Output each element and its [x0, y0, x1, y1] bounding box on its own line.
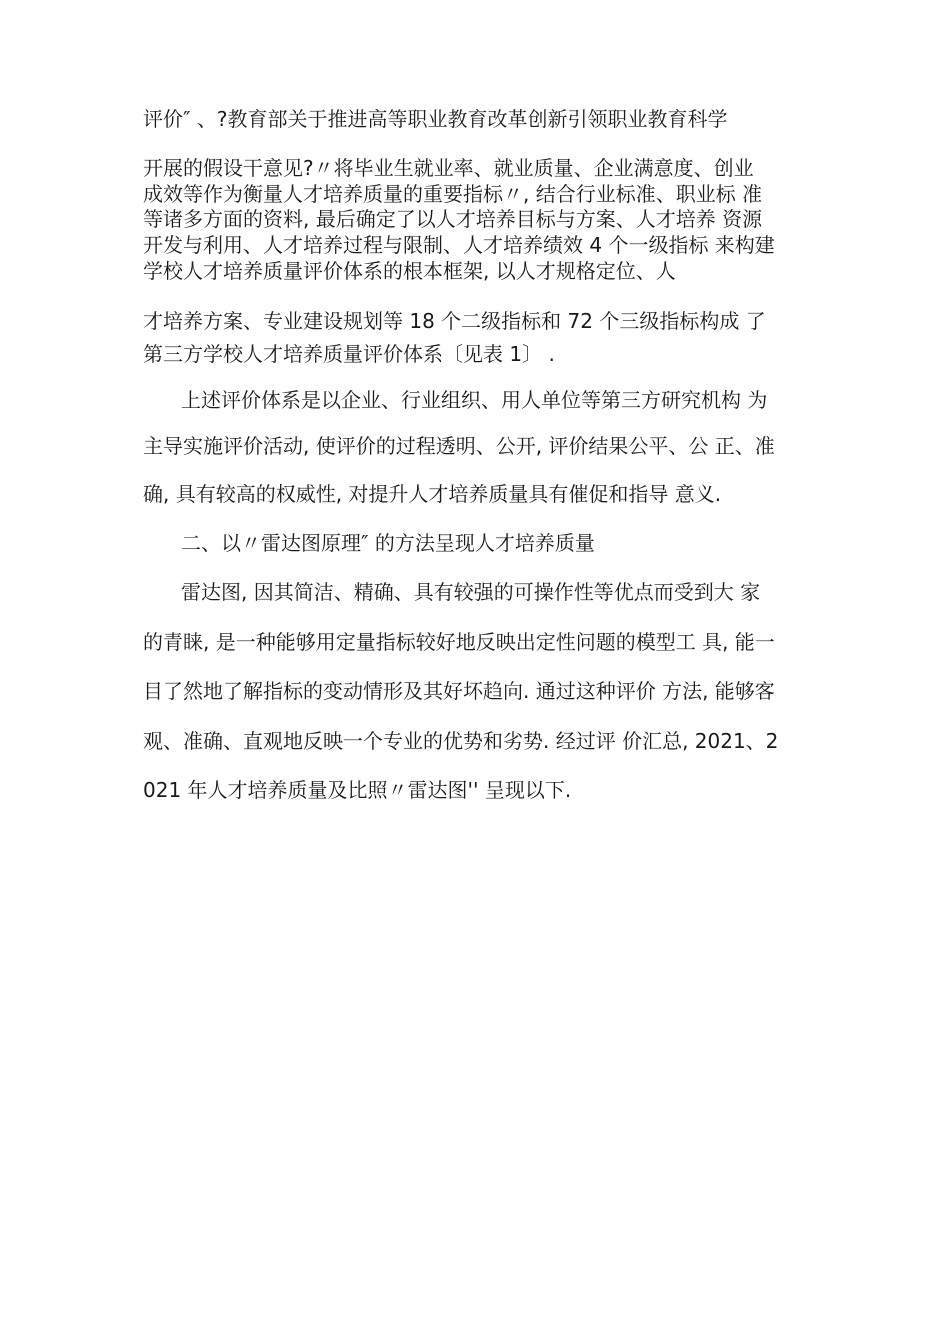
paragraph-line-2: 雷达图, 因其简洁、精确、具有较强的可操作性等优点而受到大 家 [181, 580, 761, 604]
text-line-3: 成效等作为衡量人才培养质量的重要指标〃, 结合行业标准、职业标 准 [143, 182, 763, 206]
text-line-11: 的青睐, 是一种能够用定量指标较好地反映出定性问题的模型工 具, 能一 [143, 630, 775, 654]
text-line-7: 才培养方案、专业建设规划等 18 个二级指标和 72 个三级指标构成 了 [143, 309, 766, 333]
text-line-8: 第三方学校人才培养质量评价体系〔见表 1〕 . [143, 342, 555, 366]
text-line-14: 021 年人才培养质量及比照〃雷达图'' 呈现以下. [143, 778, 572, 802]
text-line-5: 开发与利用、人才培养过程与限制、人才培养绩效 4 个一级指标 来构建 [143, 233, 775, 257]
text-line-1: 评价″ 、?教育部关于推进高等职业教育改革创新引领职业教育科学 [143, 107, 728, 131]
text-line-9: 主导实施评价活动, 使评价的过程透明、公开, 评价结果公平、公 正、准 [143, 434, 775, 458]
text-line-10: 确, 具有较高的权威性, 对提升人才培养质量具有催促和指导 意义. [143, 482, 722, 506]
text-line-13: 观、准确、直观地反映一个专业的优势和劣势. 经过评 价汇总, 2021、2 [143, 729, 779, 753]
text-line-12: 目了然地了解指标的变动情形及其好坏趋向. 通过这种评价 方法, 能够客 [143, 679, 775, 703]
text-line-2: 开展的假设干意见?〃将毕业生就业率、就业质量、企业满意度、创业 [143, 156, 754, 180]
paragraph-line-1: 上述评价体系是以企业、行业组织、用人单位等第三方研究机构 为 [181, 388, 768, 412]
text-line-6: 学校人才培养质量评价体系的根本框架, 以人才规格定位、人 [143, 259, 676, 283]
section-heading: 二、以〃雷达图原理″ 的方法呈现人才培养质量 [181, 531, 595, 555]
text-line-4: 等诸多方面的资料, 最后确定了以人才培养目标与方案、人才培养 资源 [143, 207, 763, 231]
